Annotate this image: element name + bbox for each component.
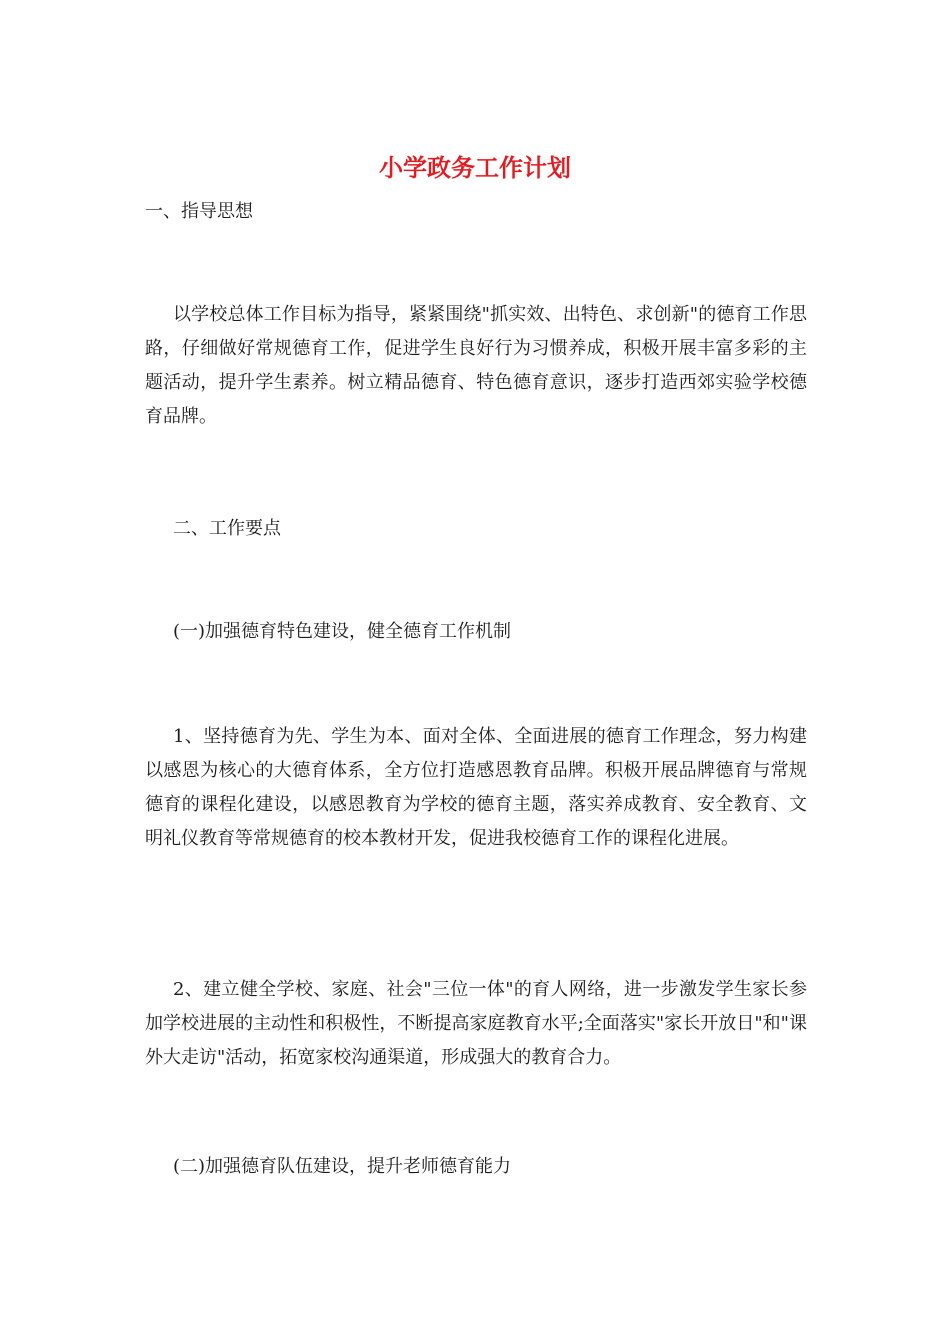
section-heading-work-points: 二、工作要点: [173, 518, 281, 539]
subsection-heading-1: (一)加强德育特色建设，健全德育工作机制: [173, 621, 512, 642]
paragraph-guiding-thought: 以学校总体工作目标为指导，紧紧围绕"抓实效、出特色、求创新"的德育工作思路，仔细做好常规德育工作，促进学生良好行为习惯养成，积极开展丰富多彩的主题活动，提升学生素养。树立精品德育、特色德育意识，逐步打造西郊实验学校德育品牌。: [145, 304, 807, 427]
subsection-heading-2: (二)加强德育队伍建设，提升老师德育能力: [173, 1156, 512, 1177]
paragraph-item-1: 1、坚持德育为先、学生为本、面对全体、全面进展的德育工作理念，努力构建以感恩为核心的大德育体系，全方位打造感恩教育品牌。积极开展品牌德育与常规德育的课程化建设，以感恩教育为学校的德育主题，落实养成教育、安全教育、文明礼仪教育等常规德育的校本教材开发，促进我校德育工作的课程化进展。: [145, 726, 807, 849]
document-title: 小学政务工作计划: [379, 154, 571, 182]
section-heading-guiding-thought: 一、指导思想: [145, 201, 253, 222]
paragraph-item-2: 2、建立健全学校、家庭、社会"三位一体"的育人网络，进一步激发学生家长参加学校进展的主动性和积极性，不断提高家庭教育水平;全面落实"家长开放日"和"课外大走访"活动，拓宽家校沟通渠道，形成强大的教育合力。: [145, 979, 807, 1068]
